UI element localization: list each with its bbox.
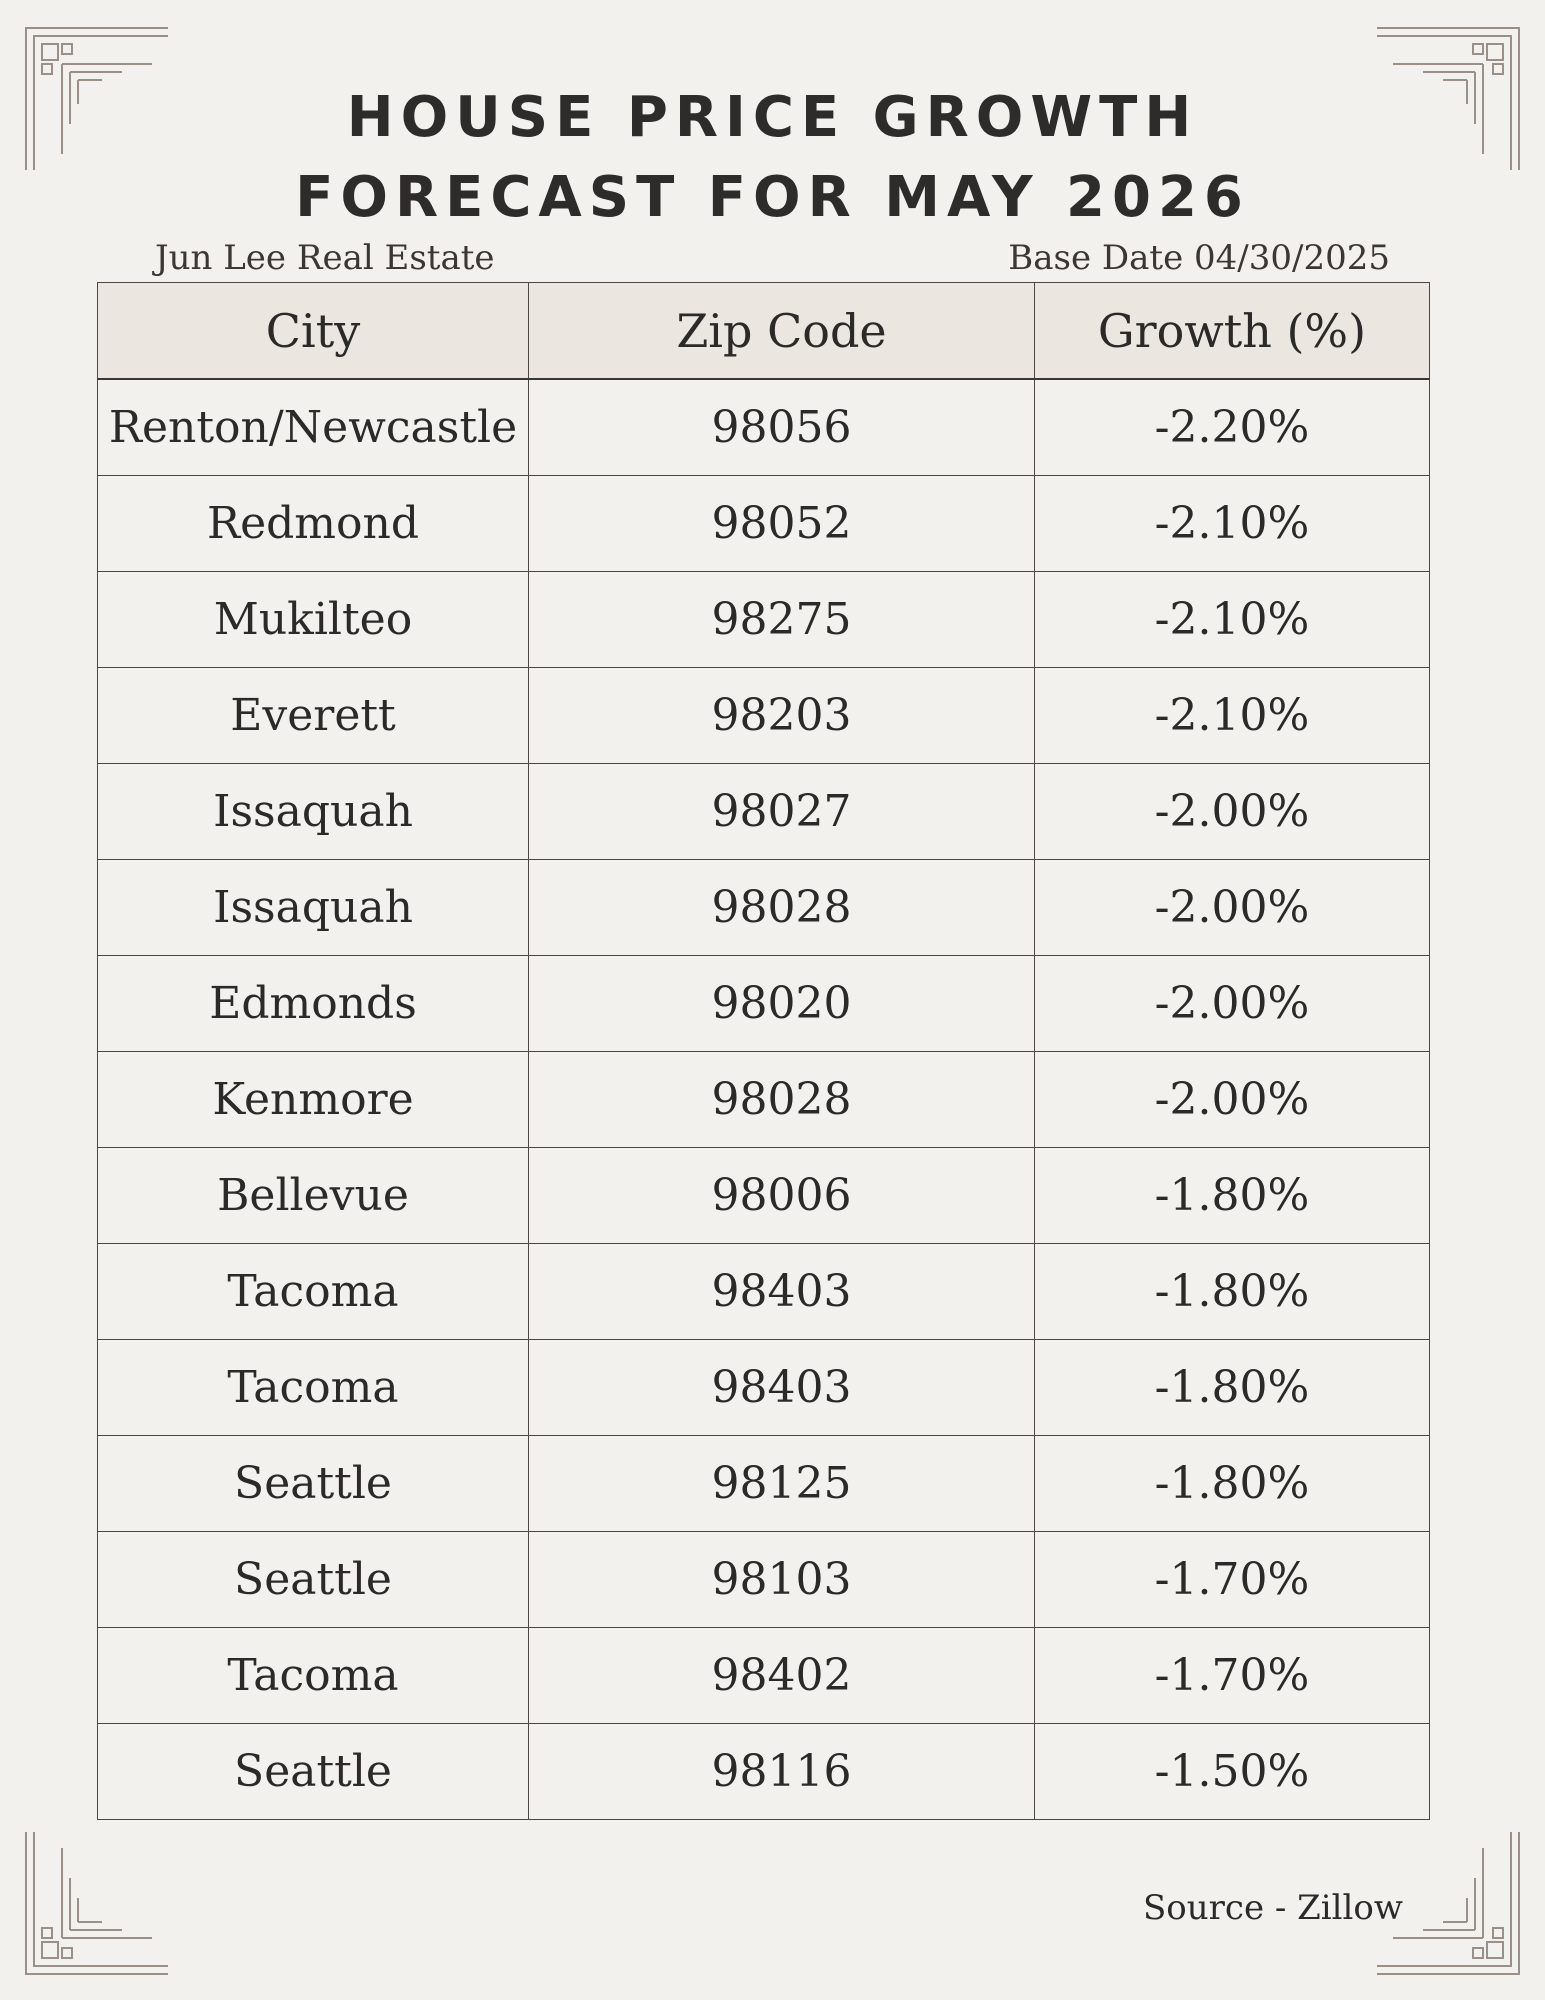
city-cell: Seattle [98, 1532, 529, 1628]
zip-code-cell: 98056 [529, 379, 1035, 476]
city-cell: Tacoma [98, 1340, 529, 1436]
zip-code-cell: 98028 [529, 1052, 1035, 1148]
forecast-table [97, 282, 1430, 1820]
growth-cell: -2.00% [1035, 860, 1430, 956]
table-row [98, 379, 1430, 476]
growth-cell: -1.80% [1035, 1340, 1430, 1436]
growth-cell: -1.80% [1035, 1148, 1430, 1244]
table-row [98, 1148, 1430, 1244]
zip-code-cell: 98020 [529, 956, 1035, 1052]
growth-cell: -2.20% [1035, 379, 1430, 476]
city-cell: Renton/Newcastle [98, 379, 529, 476]
zip-code-cell: 98125 [529, 1436, 1035, 1532]
city-cell: Everett [98, 668, 529, 764]
zip-code-cell: 98275 [529, 572, 1035, 668]
growth-cell: -1.70% [1035, 1628, 1430, 1724]
zip-code-cell: 98402 [529, 1628, 1035, 1724]
table-row [98, 476, 1430, 572]
table-row [98, 956, 1430, 1052]
zip-code-cell: 98006 [529, 1148, 1035, 1244]
table-row [98, 1052, 1430, 1148]
corner-ornament-icon [22, 1828, 172, 1978]
growth-cell: -2.10% [1035, 476, 1430, 572]
title-line-2: FORECAST FOR MAY 2026 [295, 165, 1250, 230]
growth-cell: -1.50% [1035, 1724, 1430, 1820]
column-header-growth: Growth (%) [1035, 283, 1430, 380]
growth-cell: -2.00% [1035, 764, 1430, 860]
title-line-1: HOUSE PRICE GROWTH [346, 85, 1199, 150]
column-header-city: City [98, 283, 529, 380]
city-cell: Bellevue [98, 1148, 529, 1244]
growth-cell: -2.10% [1035, 668, 1430, 764]
growth-cell: -1.70% [1035, 1532, 1430, 1628]
growth-cell: -2.10% [1035, 572, 1430, 668]
zip-code-cell: 98027 [529, 764, 1035, 860]
company-name: Jun Lee Real Estate [155, 238, 495, 278]
zip-code-cell: 98103 [529, 1532, 1035, 1628]
city-cell: Seattle [98, 1436, 529, 1532]
city-cell: Edmonds [98, 956, 529, 1052]
growth-cell: -1.80% [1035, 1436, 1430, 1532]
page-title [0, 78, 1545, 238]
city-cell: Issaquah [98, 860, 529, 956]
zip-code-cell: 98116 [529, 1724, 1035, 1820]
city-cell: Redmond [98, 476, 529, 572]
table-row [98, 1628, 1430, 1724]
zip-code-cell: 98203 [529, 668, 1035, 764]
zip-code-cell: 98403 [529, 1244, 1035, 1340]
zip-code-cell: 98052 [529, 476, 1035, 572]
city-cell: Issaquah [98, 764, 529, 860]
zip-code-cell: 98403 [529, 1340, 1035, 1436]
table-row [98, 764, 1430, 860]
table-row [98, 668, 1430, 764]
growth-cell: -1.80% [1035, 1244, 1430, 1340]
growth-cell: -2.00% [1035, 1052, 1430, 1148]
city-cell: Tacoma [98, 1244, 529, 1340]
table-row [98, 860, 1430, 956]
city-cell: Tacoma [98, 1628, 529, 1724]
column-header-zip-code: Zip Code [529, 283, 1035, 380]
table-row [98, 1724, 1430, 1820]
table-row [98, 1532, 1430, 1628]
zip-code-cell: 98028 [529, 860, 1035, 956]
growth-cell: -2.00% [1035, 956, 1430, 1052]
table-row [98, 1244, 1430, 1340]
city-cell: Seattle [98, 1724, 529, 1820]
city-cell: Kenmore [98, 1052, 529, 1148]
city-cell: Mukilteo [98, 572, 529, 668]
table-row [98, 1436, 1430, 1532]
source-note: Source - Zillow [1143, 1888, 1403, 1928]
table-row [98, 572, 1430, 668]
base-date: Base Date 04/30/2025 [1008, 238, 1390, 278]
table-header-row [98, 283, 1430, 380]
table-row [98, 1340, 1430, 1436]
